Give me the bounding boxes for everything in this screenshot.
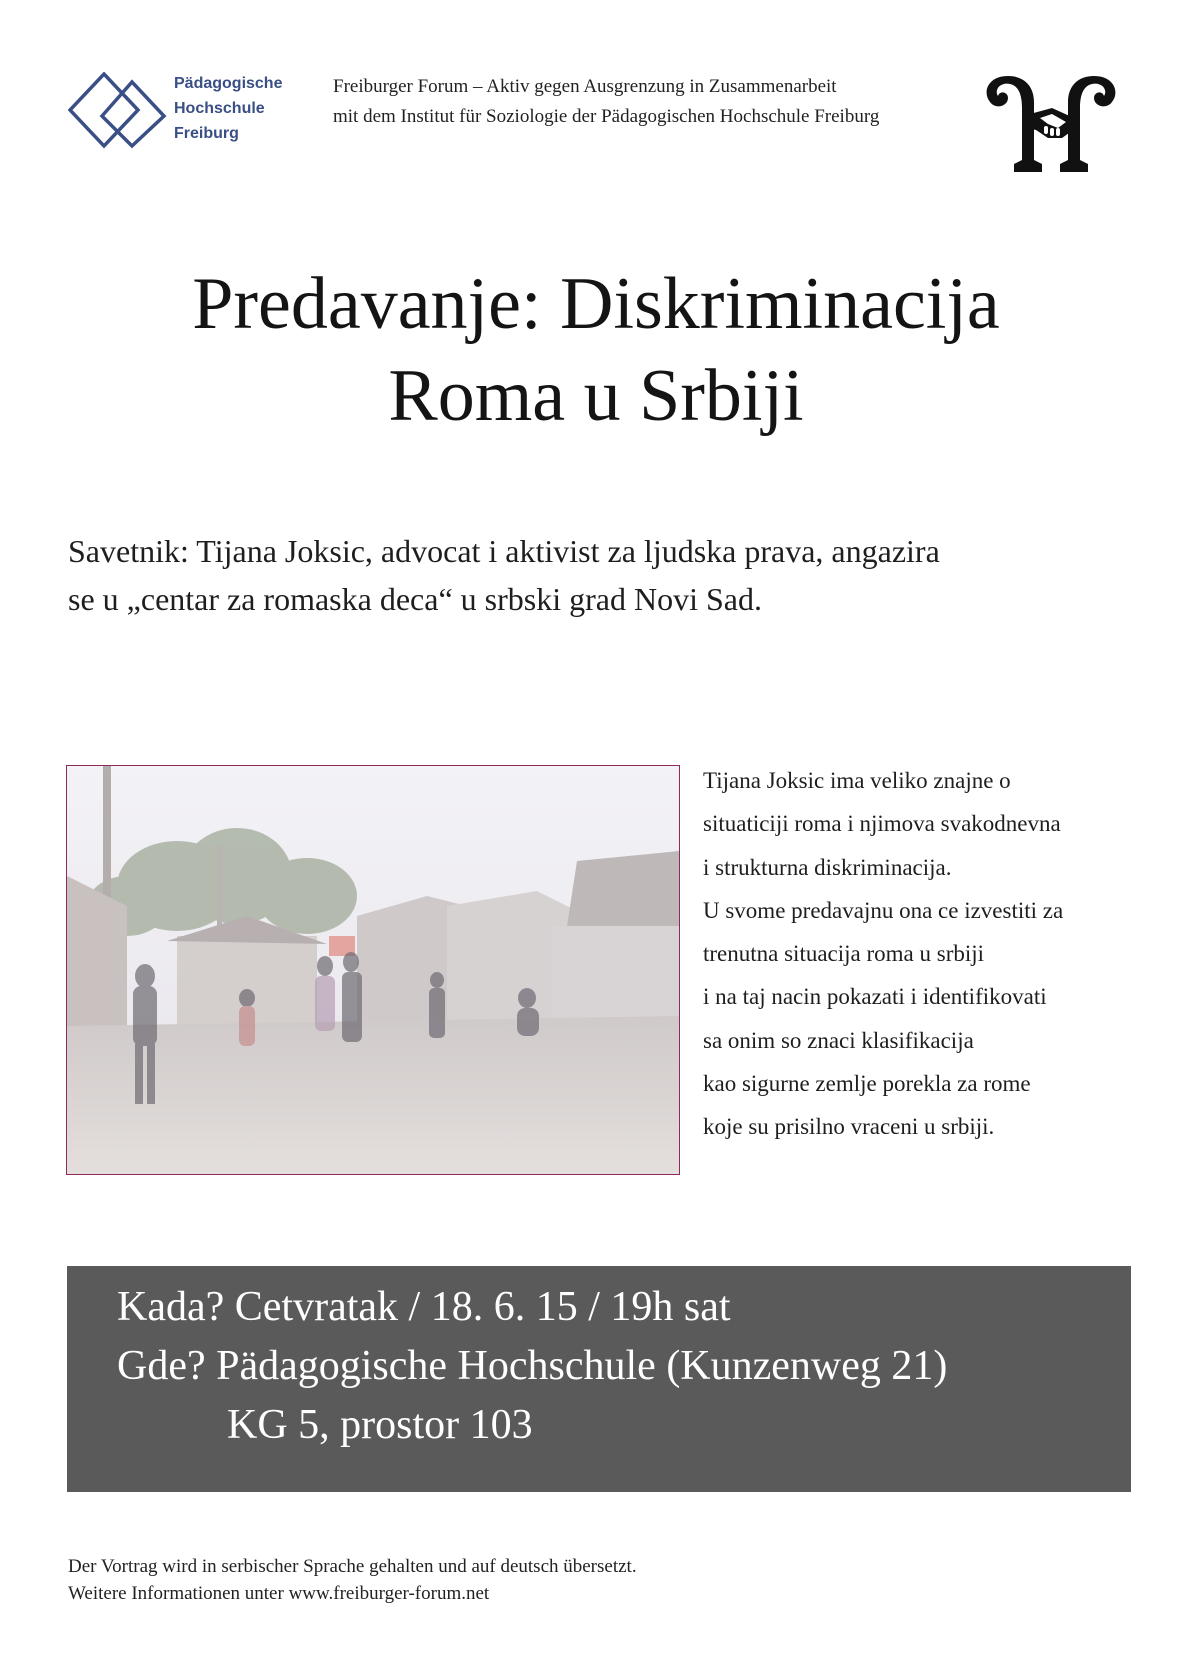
title-line-1: Predavanje: Diskriminacija <box>192 263 1000 345</box>
page-title <box>80 258 1112 442</box>
organizer-info <box>333 72 963 132</box>
description-line: U svome predavajnu ona ce izvestiti za <box>703 897 1064 923</box>
speaker-line-2: se u „centar za romaska deca“ u srbski grad Novi Sad. <box>68 581 762 617</box>
event-room: KG 5, prostor 103 <box>227 1402 533 1448</box>
footer-line-2: Weitere Informationen unter www.freiburger-forum.net <box>68 1583 490 1604</box>
description-text <box>703 759 1143 1149</box>
settlement-photo <box>66 765 680 1175</box>
description-line: i strukturna diskriminacija. <box>703 854 952 880</box>
speaker-intro <box>68 527 1068 623</box>
ph-diamond-icon <box>68 72 168 150</box>
event-when: Kada? Cetvratak / 18. 6. 15 / 19h sat <box>117 1284 731 1330</box>
description-line: i na taj nacin pokazati i identifikovati <box>703 984 1047 1010</box>
ph-logo-line-2: Hochschule <box>174 100 265 117</box>
speaker-line-1: Savetnik: Tijana Joksic, advocat i aktivist za ljudska prava, angazira <box>68 533 940 569</box>
title-line-2: Roma u Srbiji <box>388 355 804 437</box>
description-line: kao sigurne zemlje porekla za rome <box>703 1071 1031 1097</box>
event-where: Gde? Pädagogische Hochschule (Kunzenweg 21) <box>117 1343 948 1389</box>
ph-freiburg-logo <box>68 68 298 154</box>
description-line: koje su prisilno vraceni u srbiji. <box>703 1114 995 1140</box>
organizer-line-1: Freiburger Forum – Aktiv gegen Ausgrenzung in Zusammenarbeit <box>333 76 837 97</box>
organizer-line-2: mit dem Institut für Soziologie der Pädagogischen Hochschule Freiburg <box>333 106 880 127</box>
footer-line-1: Der Vortrag wird in serbischer Sprache gehalten und auf deutsch übersetzt. <box>68 1556 637 1577</box>
event-info-box <box>67 1266 1131 1492</box>
description-line: trenutna situacija roma u srbiji <box>703 941 985 967</box>
description-line: situaticiji roma i njimova svakodnevna <box>703 811 1061 837</box>
footer-note <box>68 1553 1068 1607</box>
ph-logo-line-1: Pädagogische <box>174 75 283 92</box>
handshake-icon <box>978 68 1124 180</box>
freiburger-forum-logo <box>978 68 1124 180</box>
street-scene-image <box>67 766 679 1174</box>
description-line: sa onim so znaci klasifikacija <box>703 1027 974 1053</box>
description-line: Tijana Joksic ima veliko znajne o <box>703 768 1011 793</box>
ph-logo-line-3: Freiburg <box>174 125 239 142</box>
